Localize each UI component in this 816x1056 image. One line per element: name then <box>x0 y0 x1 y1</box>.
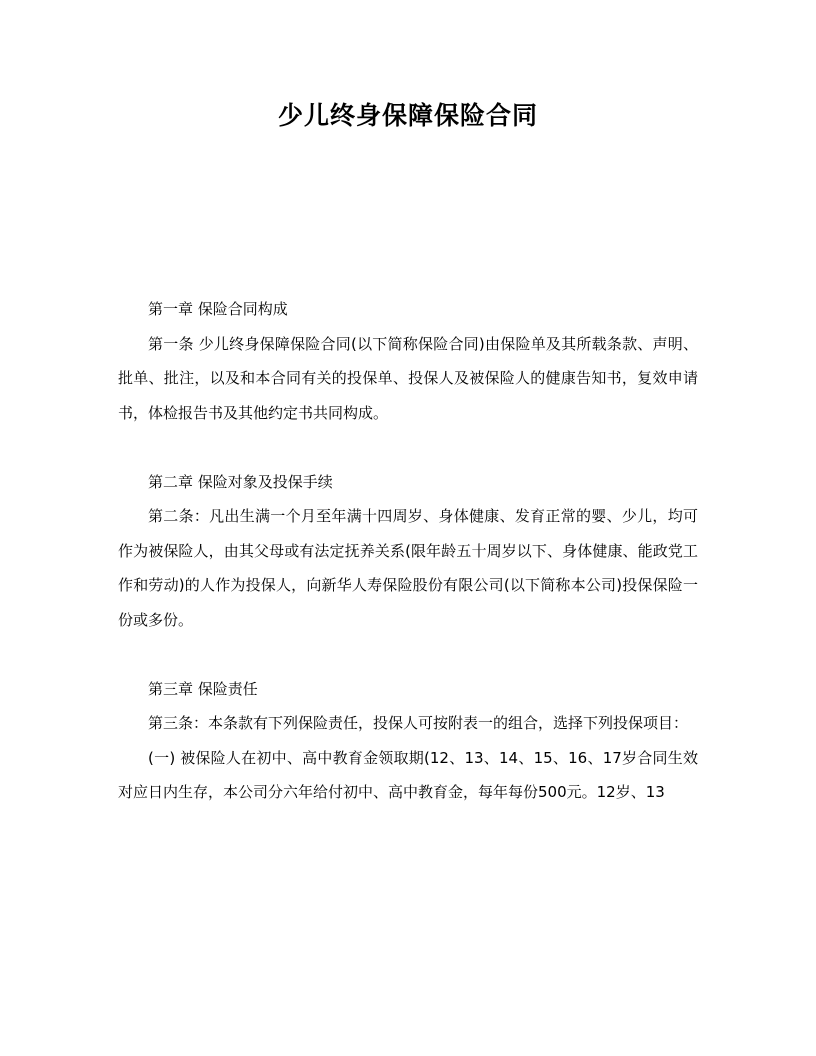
chapter-3-heading: 第三章 保险责任 <box>148 679 258 698</box>
chapter-2-heading: 第二章 保险对象及投保手续 <box>148 472 333 491</box>
chapter-1-heading: 第一章 保险合同构成 <box>148 300 288 318</box>
article-3: 第三条：本条款有下列保险责任，投保人可按附表一的组合，选择下列投保项目： <box>148 714 689 732</box>
article-1: 第一条 少儿终身保障保险合同(以下简称保险合同)由保险单及其所载条款、声明、批单、批注，以及和本合同有关的投保单、投保人及被保险人的健康告知书，复效申请书，体检报告书及其他约定书共同构成。 <box>118 334 698 422</box>
article-2: 第二条：凡出生满一个月至年满十四周岁、身体健康、发育正常的婴、少儿，均可作为被保险人，由其父母或有法定抚养关系(限年龄五十周岁以下、身体健康、能政党工作和劳动)的人作为投保人，向新华人寿保险股份有限公司(以下简称本公司)投保保险一份或多份。 <box>118 507 698 629</box>
paragraph-gap <box>118 430 698 465</box>
document-title: 少儿终身保障保险合同 <box>277 101 538 130</box>
article-3-item-1: (一) 被保险人在初中、高中教育金领取期(12、13、14、15、16、17岁合同生效对应日内生存，本公司分六年给付初中、高中教育金，每年每份500元。12岁、13 <box>118 748 698 801</box>
paragraph-gap <box>118 637 698 672</box>
document-body <box>118 292 698 810</box>
